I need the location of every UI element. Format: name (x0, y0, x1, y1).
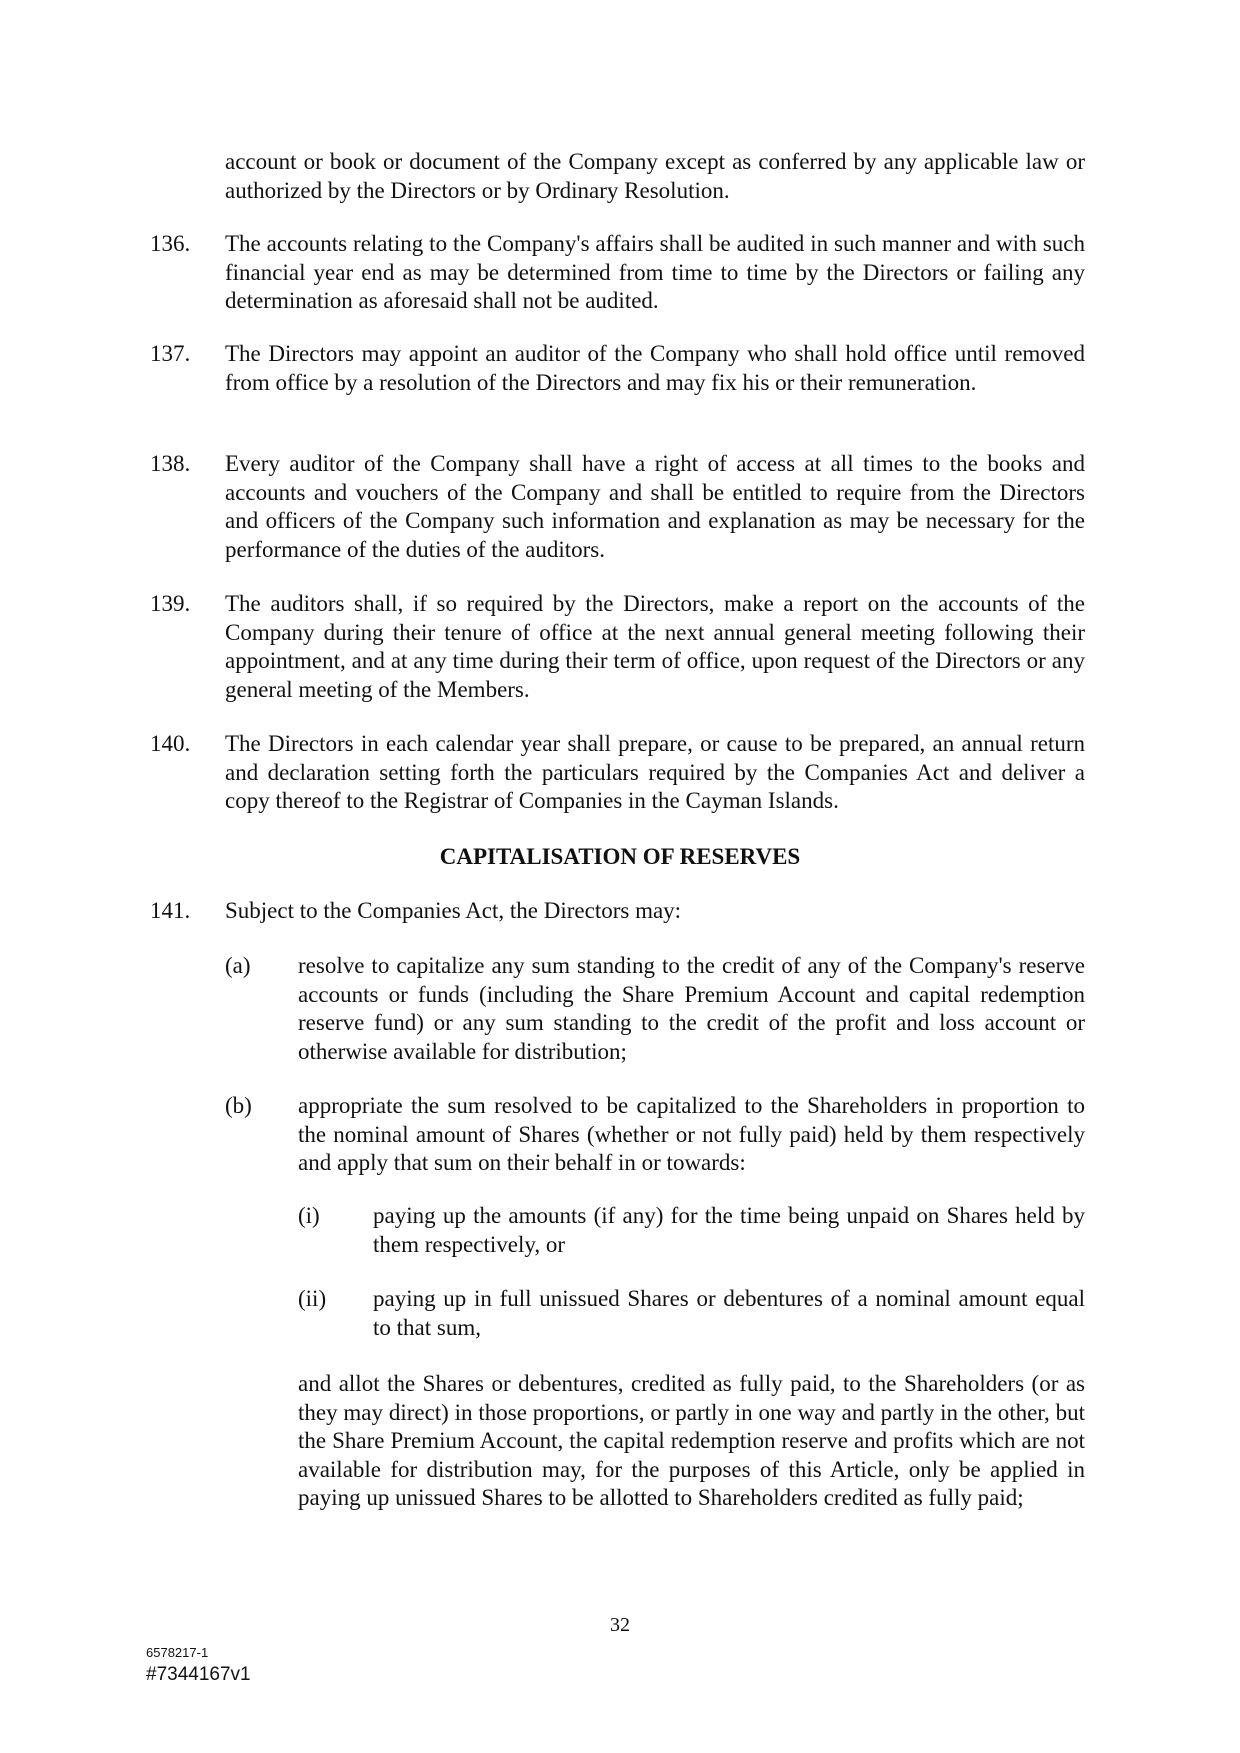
article-intro: Subject to the Companies Act, the Directors may: (225, 898, 682, 923)
subitem-label: (i) (298, 1203, 320, 1228)
article-text: The Directors in each calendar year shall prepare, or cause to be prepared, an annual return and declaration setting forth the particulars required by the Companies Act and deliver a copy thereof to the Registrar of Companies in the Cayman Islands. (225, 731, 1085, 813)
continuation-paragraph: account or book or document of the Company except as conferred by any applicable law or authorized by the Directors or by Ordinary Resolution. (225, 149, 1085, 203)
article-number: 140. (150, 731, 191, 756)
article-text: Every auditor of the Company shall have a right of access at all times to the books and accounts and vouchers of the Company and shall be entitled to require from the Directors and officers of the Company such information and explanation as may be necessary for the performance of the duties of the auditors. (225, 451, 1085, 562)
document-reference: 6578217-1 (146, 1645, 209, 1660)
subitem-text: paying up in full unissued Shares or debentures of a nominal amount equal to that sum, (373, 1286, 1085, 1340)
item-label: (b) (225, 1093, 252, 1118)
article-number: 137. (150, 341, 191, 366)
subitem-label: (ii) (298, 1286, 327, 1311)
article-text: The Directors may appoint an auditor of the Company who shall hold office until removed from office by a resolution of the Directors and may fix his or their remuneration. (225, 341, 1085, 395)
article-number: 136. (150, 231, 191, 256)
item-text: appropriate the sum resolved to be capitalized to the Shareholders in proportion to the nominal amount of Shares (whether or not fully paid) held by them respectively and apply that sum on their behalf in or towards: (298, 1093, 1085, 1175)
subitem-text: paying up the amounts (if any) for the time being unpaid on Shares held by them respectively, or (373, 1203, 1085, 1257)
section-heading: CAPITALISATION OF RESERVES (439, 844, 801, 869)
document-id: #7344167v1 (146, 1664, 251, 1685)
article-text: The auditors shall, if so required by the Directors, make a report on the accounts of the Company during their tenure of office at the next annual general meeting following their appointment, and at any time during their term of office, upon request of the Directors or any general meeting of the Members. (225, 591, 1085, 702)
page-number: 32 (610, 1614, 630, 1636)
article-number: 141. (150, 898, 191, 923)
item-label: (a) (225, 953, 251, 978)
item-text: resolve to capitalize any sum standing to the credit of any of the Company's reserve accounts or funds (including the Share Premium Account and capital redemption reserve fund) or any sum standing to the credit of the profit and loss account or otherwise available for distribution; (298, 953, 1085, 1064)
article-number: 138. (150, 451, 191, 476)
article-number: 139. (150, 591, 191, 616)
article-text: The accounts relating to the Company's affairs shall be audited in such manner and with such financial year end as may be determined from time to time by the Directors or failing any determination as aforesaid shall not be audited. (225, 231, 1085, 313)
closing-paragraph: and allot the Shares or debentures, credited as fully paid, to the Shareholders (or as they may direct) in those proportions, or partly in one way and partly in the other, but the Share Premium Account, the capital redemption reserve and profits which are not available for distribution may, for the purposes of this Article, only be applied in paying up unissued Shares to be allotted to Shareholders credited as fully paid; (298, 1371, 1085, 1510)
